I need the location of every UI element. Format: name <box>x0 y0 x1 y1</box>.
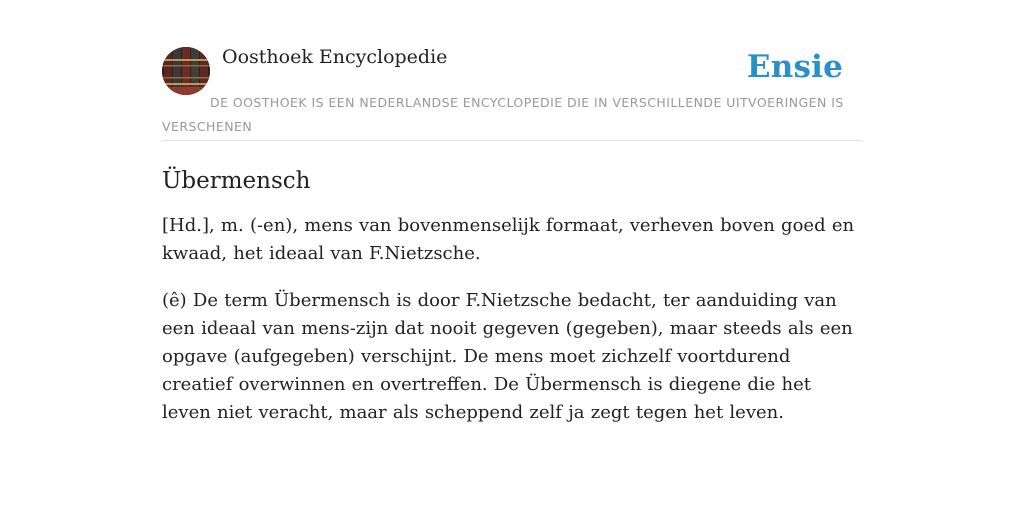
book-spines-icon <box>162 47 210 95</box>
source-tagline: DE OOSTHOEK IS EEN NEDERLANDSE ENCYCLOPEDIE DIE IN VERSCHILLENDE UITVOERINGEN IS VERSCHENEN <box>162 95 844 134</box>
entry-page <box>162 45 862 427</box>
source-avatar[interactable] <box>162 47 210 95</box>
entry-explanation: (ê) De term Übermensch is door F.Nietzsche bedacht, ter aanduiding van een ideaal van mens-zijn dat nooit gegeven (gegeben), maar steeds als een opgave (aufgegeben) verschijnt. De mens moet zichzelf voortdurend creatief overwinnen en overtreffen. De Übermensch is diegene die het leven niet veracht, maar als scheppend zelf ja zegt tegen het leven. <box>162 290 853 423</box>
entry-title: Übermensch <box>162 168 311 194</box>
ensie-logo[interactable]: Ensie <box>746 49 843 85</box>
source-header <box>162 45 862 141</box>
entry-definition: [Hd.], m. (-en), mens van bovenmenselijk formaat, verheven boven goed en kwaad, het ideaal van F.Nietzsche. <box>162 215 855 264</box>
source-name-link[interactable]: Oosthoek Encyclopedie <box>222 46 448 68</box>
